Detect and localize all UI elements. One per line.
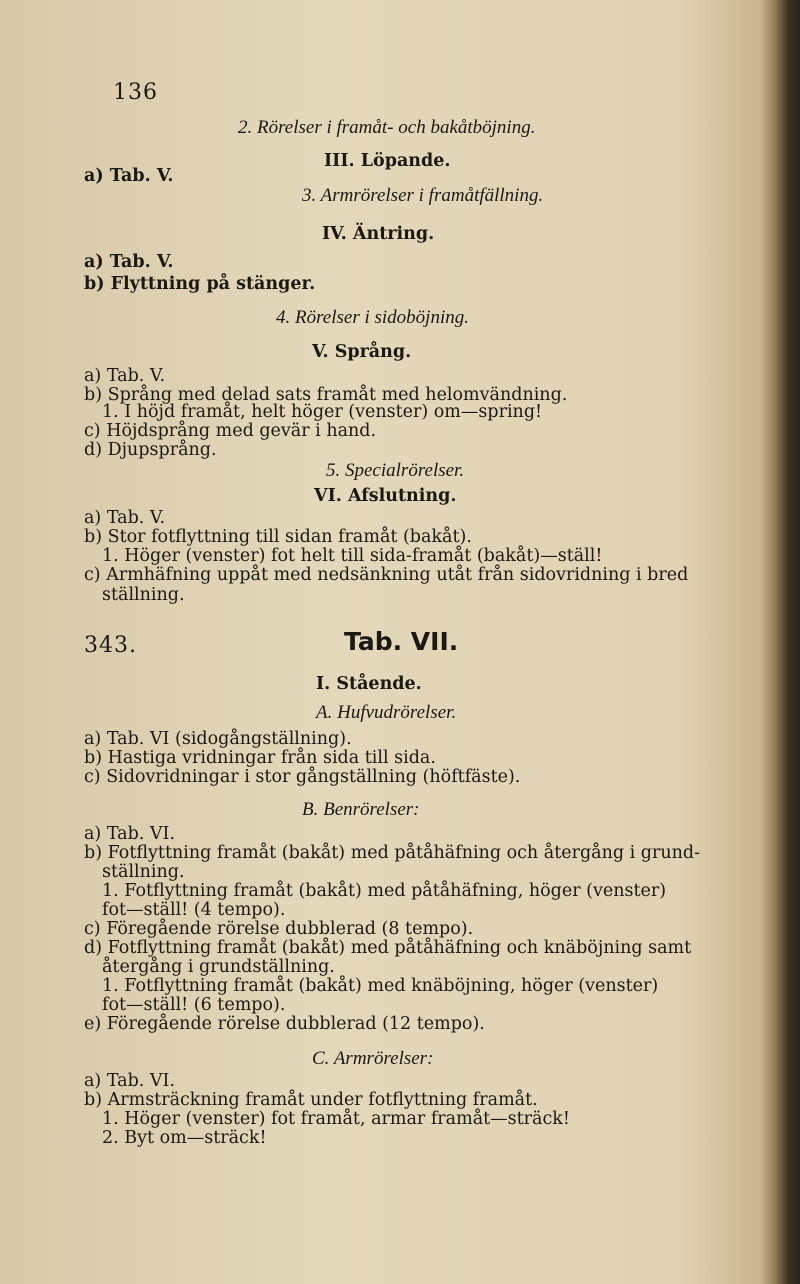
list-item: a) Tab. VI.: [84, 824, 176, 844]
section-heading: 5. Specialrörelser.: [326, 460, 465, 481]
list-item: c) Armhäfning uppåt med nedsänkning utåt från sidovridning i bred: [84, 565, 689, 585]
list-continuation: fot—ställ! (6 tempo).: [102, 995, 286, 1015]
list-item: a) Tab. V.: [84, 166, 174, 186]
list-item: b) Fotflyttning framåt (bakåt) med påtåhäfning och återgång i grund-: [84, 843, 701, 863]
exercise-number: 343.: [84, 633, 137, 658]
section-heading: B. Benrörelser:: [302, 799, 420, 820]
book-spine: [776, 0, 800, 1284]
list-continuation: ställning.: [102, 585, 185, 605]
page-number: 136: [113, 80, 158, 105]
section-heading: 2. Rörelser i framåt- och bakåtböjning.: [238, 117, 536, 138]
list-continuation: återgång i grundställning.: [102, 957, 335, 977]
list-subitem: 1. I höjd framåt, helt höger (venster) om—spring!: [102, 402, 543, 422]
list-continuation: fot—ställ! (4 tempo).: [102, 900, 286, 920]
subheading: IV. Äntring.: [322, 224, 435, 244]
section-heading: A. Hufvudrörelser.: [316, 702, 457, 723]
list-item: b) Hastiga vridningar från sida till sida.: [84, 748, 436, 768]
list-item: a) Tab. VI.: [84, 1071, 176, 1091]
section-heading: 3. Armrörelser i framåtfällning.: [302, 185, 544, 206]
subheading: III. Löpande.: [324, 151, 451, 171]
section-heading: C. Armrörelser:: [312, 1048, 434, 1069]
list-item: e) Föregående rörelse dubblerad (12 tempo).: [84, 1014, 485, 1034]
list-item: b) Språng med delad sats framåt med helomvändning.: [84, 385, 568, 405]
list-item: d) Fotflyttning framåt (bakåt) med påtåhäfning och knäböjning samt: [84, 938, 692, 958]
section-heading: 4. Rörelser i sidoböjning.: [276, 307, 469, 328]
list-subitem: 1. Höger (venster) fot helt till sida-framåt (bakåt)—ställ!: [102, 546, 603, 566]
subheading: I. Stående.: [316, 674, 422, 694]
list-item: a) Tab. VI (sidogångställning).: [84, 729, 352, 749]
list-item: b) Armsträckning framåt under fotflyttning framåt.: [84, 1090, 538, 1110]
list-item: c) Föregående rörelse dubblerad (8 tempo).: [84, 919, 474, 939]
list-subitem: 1. Fotflyttning framåt (bakåt) med knäböjning, höger (venster): [102, 976, 659, 996]
subheading: V. Språng.: [312, 342, 412, 362]
list-item: a) Tab. V.: [84, 366, 166, 386]
list-continuation: ställning.: [102, 862, 185, 882]
list-item: a) Tab. V.: [84, 252, 174, 272]
list-subitem: 1. Höger (venster) fot framåt, armar framåt—sträck!: [102, 1109, 570, 1129]
list-item: b) Stor fotflyttning till sidan framåt (bakåt).: [84, 527, 472, 547]
list-item: c) Sidovridningar i stor gångställning (höftfäste).: [84, 767, 521, 787]
list-subitem: 1. Fotflyttning framåt (bakåt) med påtåhäfning, höger (venster): [102, 881, 667, 901]
list-item: c) Höjdsprång med gevär i hand.: [84, 421, 377, 441]
table-title: Tab. VII.: [344, 627, 459, 656]
list-subitem: 2. Byt om—sträck!: [102, 1128, 267, 1148]
subheading: VI. Afslutning.: [314, 486, 457, 506]
list-item: b) Flyttning på stänger.: [84, 274, 316, 294]
list-item: a) Tab. V.: [84, 508, 166, 528]
list-item: d) Djupsprång.: [84, 440, 217, 460]
